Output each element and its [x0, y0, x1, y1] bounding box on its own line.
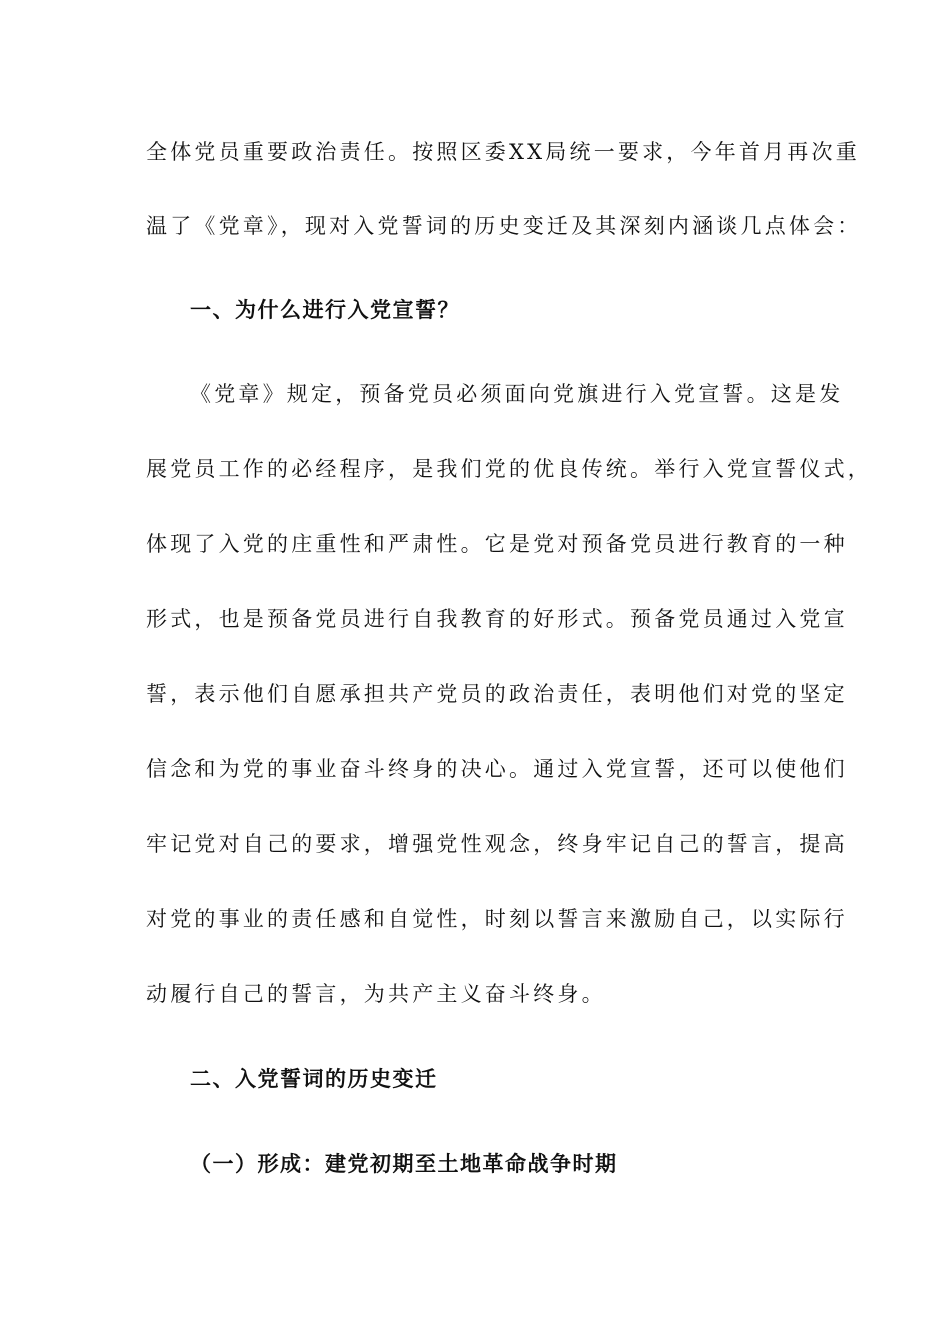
body-text-line: 信念和为党的事业奋斗终身的决心。通过入党宣誓，还可以使他们 — [146, 757, 848, 781]
subsection-heading-1: （一）形成：建党初期至土地革命战争时期 — [190, 1151, 618, 1176]
body-text-line: 对党的事业的责任感和自觉性，时刻以誓言来激励自己，以实际行 — [146, 907, 848, 931]
body-text-line: 体现了入党的庄重性和严肃性。它是党对预备党员进行教育的一种 — [146, 532, 848, 556]
body-text-line: 誓，表示他们自愿承担共产党员的政治责任，表明他们对党的坚定 — [146, 682, 848, 706]
section-heading-1: 一、为什么进行入党宣誓？ — [190, 297, 460, 322]
body-text-line: 展党员工作的必经程序，是我们党的优良传统。举行入党宣誓仪式， — [146, 457, 872, 481]
body-text-line: 《党章》规定，预备党员必须面向党旗进行入党宣誓。这是发 — [190, 382, 844, 406]
body-text-line: 形式，也是预备党员进行自我教育的好形式。预备党员通过入党宣 — [146, 607, 848, 631]
section-heading-2: 二、入党誓词的历史变迁 — [190, 1066, 438, 1091]
body-text-line: 全体党员重要政治责任。按照区委XX局统一要求，今年首月再次重 — [146, 140, 860, 164]
body-text-line: 动履行自己的誓言，为共产主义奋斗终身。 — [146, 982, 606, 1006]
body-text-line: 温了《党章》，现对入党誓词的历史变迁及其深刻内涵谈几点体会： — [146, 214, 862, 238]
body-text-line: 牢记党对自己的要求，增强党性观念，终身牢记自己的誓言，提高 — [146, 832, 848, 856]
